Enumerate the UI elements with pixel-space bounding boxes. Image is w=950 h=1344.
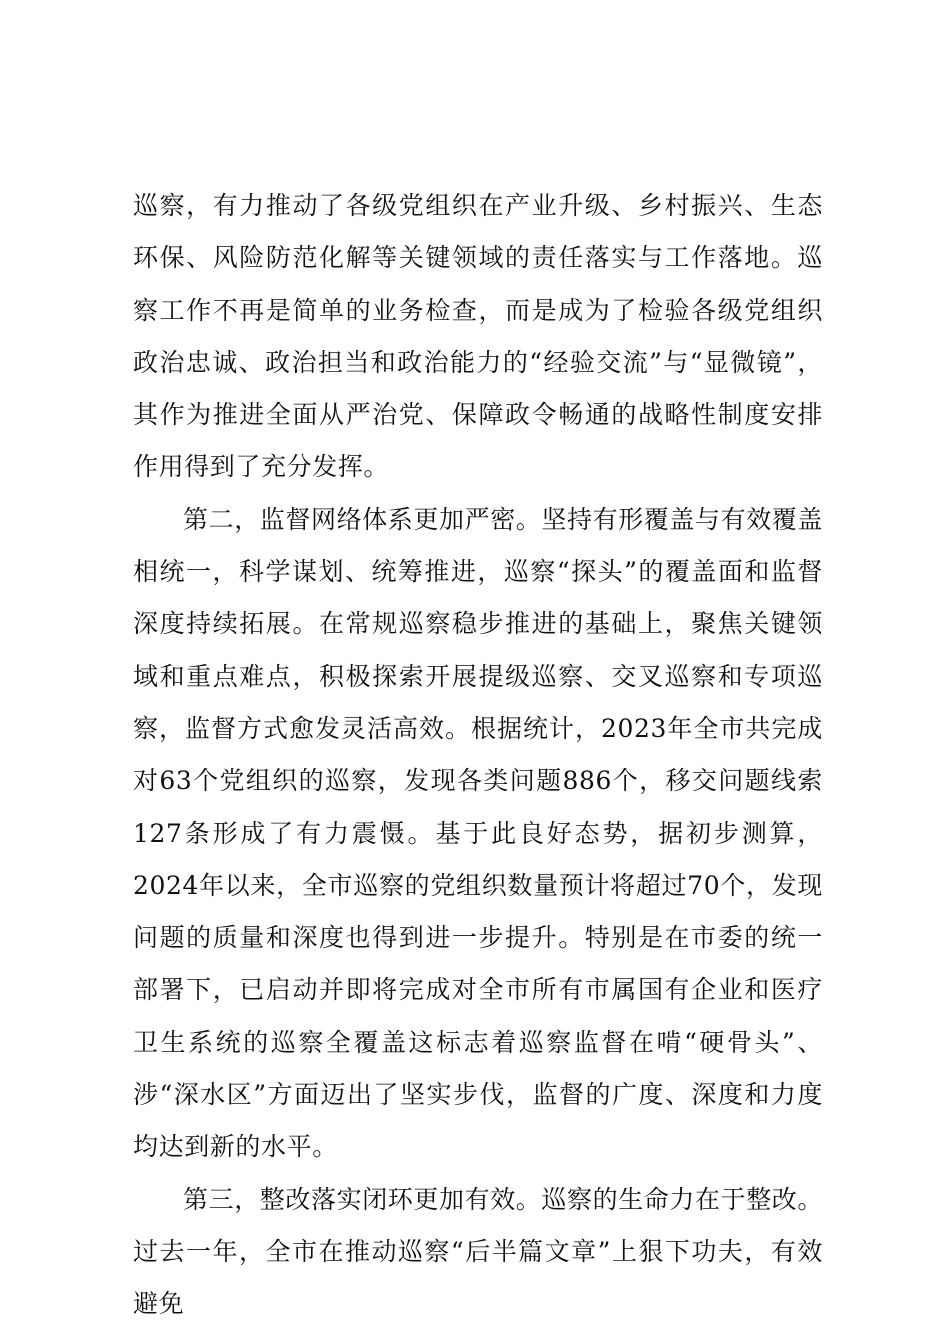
paragraph-continuation: 巡察，有力推动了各级党组织在产业升级、乡村振兴、生态环保、风险防范化解等关键领域的责任落实与工作落地。巡察工作不再是简单的业务检查，而是成为了检验各级党组织政治忠诚、政治担当和政治能力的“经验交流”与“显微镜”，其作为推进全面从严治党、保障政令畅通的战略性制度安排作用得到了充分发挥。 bbox=[133, 191, 823, 482]
paragraph-second-point: 第二，监督网络体系更加严密。坚持有形覆盖与有效覆盖相统一，科学谋划、统筹推进，巡察“探头”的覆盖面和监督深度持续拓展。在常规巡察稳步推进的基础上，聚焦关键领域和重点难点，积极探索开展提级巡察、交叉巡察和专项巡察，监督方式愈发灵活高效。根据统计，2023年全市共完成对63个党组织的巡察，发现各类问题886个，移交问题线索127条形成了有力震慑。基于此良好态势，据初步测算，2024年以来，全市巡察的党组织数量预计将超过70个，发现问题的质量和深度也得到进一步提升。特别是在市委的统一部署下，已启动并即将完成对全市所有市属国有企业和医疗卫生系统的巡察全覆盖这标志着巡察监督在啃“硬骨头”、涉“深水区”方面迈出了坚实步伐，监督的广度、深度和力度均达到新的水平。 bbox=[133, 504, 824, 1162]
paragraph-third-point: 第三，整改落实闭环更加有效。巡察的生命力在于整改。过去一年，全市在推动巡察“后半篇文章”上狠下功夫，有效避免 bbox=[133, 1184, 824, 1319]
document-body bbox=[133, 180, 823, 1331]
